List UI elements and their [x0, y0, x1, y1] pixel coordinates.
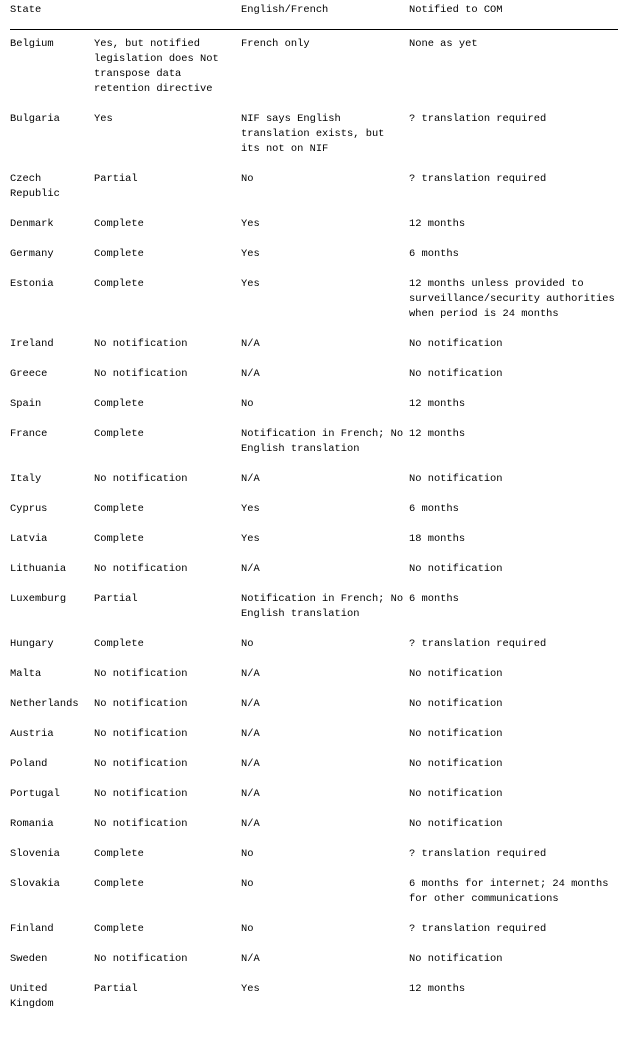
- cell-notified: 6 months: [409, 593, 459, 605]
- cell-notified: ? translation required: [409, 113, 547, 125]
- cell-language: Yes: [241, 533, 260, 545]
- cell-notified: 12 months: [409, 983, 466, 995]
- cell-notified: 12 months unless provided to surveillance/security authorities when period is 24 months: [409, 278, 615, 320]
- cell-status: No notification: [94, 338, 188, 350]
- cell-language: No: [241, 398, 254, 410]
- cell-language: No: [241, 923, 254, 935]
- cell-notified: 12 months: [409, 218, 466, 230]
- cell-status: Partial: [94, 173, 138, 185]
- cell-language: N/A: [241, 758, 260, 770]
- cell-status: Yes, but notified legislation does Not transpose data retention directive: [94, 38, 219, 95]
- cell-state: Ireland: [10, 338, 54, 350]
- cell-notified: No notification: [409, 698, 503, 710]
- cell-state: Luxemburg: [10, 593, 67, 605]
- table-row: [10, 877, 618, 922]
- table-row: [10, 472, 618, 502]
- cell-state: Lithuania: [10, 563, 67, 575]
- cell-status: Complete: [94, 503, 144, 515]
- table-row: [10, 667, 618, 697]
- cell-status: Yes: [94, 113, 113, 125]
- cell-status: No notification: [94, 368, 188, 380]
- cell-state: Finland: [10, 923, 54, 935]
- table-row: [10, 502, 618, 532]
- cell-state: Sweden: [10, 953, 48, 965]
- cell-notified: ? translation required: [409, 848, 547, 860]
- table-row: [10, 637, 618, 667]
- cell-language: Yes: [241, 248, 260, 260]
- cell-status: No notification: [94, 953, 188, 965]
- cell-status: No notification: [94, 563, 188, 575]
- cell-language: N/A: [241, 698, 260, 710]
- transposition-table: [10, 3, 618, 1027]
- cell-language: No: [241, 848, 254, 860]
- table-row: [10, 532, 618, 562]
- cell-language: N/A: [241, 563, 260, 575]
- cell-notified: No notification: [409, 758, 503, 770]
- table-row: [10, 787, 618, 817]
- cell-language: Yes: [241, 278, 260, 290]
- table-row: [10, 982, 618, 1027]
- cell-status: Complete: [94, 638, 144, 650]
- table-row: [10, 397, 618, 427]
- cell-notified: ? translation required: [409, 923, 547, 935]
- header-row: [10, 3, 618, 30]
- cell-status: No notification: [94, 728, 188, 740]
- cell-status: Complete: [94, 533, 144, 545]
- cell-notified: 12 months: [409, 398, 466, 410]
- cell-state: Spain: [10, 398, 42, 410]
- cell-state: Belgium: [10, 38, 54, 50]
- cell-notified: No notification: [409, 818, 503, 830]
- cell-status: Complete: [94, 278, 144, 290]
- cell-notified: ? translation required: [409, 173, 547, 185]
- cell-state: France: [10, 428, 48, 440]
- cell-notified: 6 months: [409, 503, 459, 515]
- cell-state: Greece: [10, 368, 48, 380]
- cell-status: No notification: [94, 698, 188, 710]
- table-row: [10, 727, 618, 757]
- cell-status: Complete: [94, 878, 144, 890]
- cell-state: Cyprus: [10, 503, 48, 515]
- table-row: [10, 30, 618, 113]
- table-row: [10, 247, 618, 277]
- cell-notified: ? translation required: [409, 638, 547, 650]
- cell-notified: No notification: [409, 788, 503, 800]
- cell-language: Yes: [241, 503, 260, 515]
- cell-state: Hungary: [10, 638, 54, 650]
- cell-state: United Kingdom: [10, 983, 54, 1010]
- table-row: [10, 952, 618, 982]
- table-row: [10, 172, 618, 217]
- cell-language: Yes: [241, 218, 260, 230]
- cell-status: No notification: [94, 758, 188, 770]
- header-status: [94, 3, 241, 30]
- cell-status: Complete: [94, 923, 144, 935]
- cell-status: Complete: [94, 248, 144, 260]
- cell-language: N/A: [241, 788, 260, 800]
- header-language: English/French: [241, 3, 409, 30]
- table-row: [10, 217, 618, 247]
- table-row: [10, 697, 618, 727]
- cell-status: No notification: [94, 668, 188, 680]
- cell-state: Slovenia: [10, 848, 60, 860]
- cell-notified: None as yet: [409, 38, 478, 50]
- cell-notified: No notification: [409, 563, 503, 575]
- cell-state: Poland: [10, 758, 48, 770]
- cell-language: NIF says English translation exists, but its not on NIF: [241, 113, 385, 155]
- table-row: [10, 922, 618, 952]
- cell-notified: No notification: [409, 668, 503, 680]
- cell-language: Notification in French; No English translation: [241, 593, 404, 620]
- cell-language: Notification in French; No English translation: [241, 428, 404, 455]
- cell-language: N/A: [241, 473, 260, 485]
- cell-state: Austria: [10, 728, 54, 740]
- table-row: [10, 112, 618, 172]
- table-row: [10, 757, 618, 787]
- cell-state: Portugal: [10, 788, 60, 800]
- cell-notified: No notification: [409, 368, 503, 380]
- cell-status: Complete: [94, 428, 144, 440]
- cell-notified: No notification: [409, 953, 503, 965]
- cell-language: N/A: [241, 338, 260, 350]
- cell-state: Malta: [10, 668, 42, 680]
- header-state: State: [10, 3, 94, 30]
- cell-language: French only: [241, 38, 310, 50]
- cell-notified: 6 months for internet; 24 months for other communications: [409, 878, 609, 905]
- cell-status: Complete: [94, 398, 144, 410]
- cell-status: Partial: [94, 593, 138, 605]
- cell-notified: 12 months: [409, 428, 466, 440]
- table-row: [10, 817, 618, 847]
- cell-state: Germany: [10, 248, 54, 260]
- cell-notified: 18 months: [409, 533, 466, 545]
- cell-language: No: [241, 173, 254, 185]
- cell-state: Romania: [10, 818, 54, 830]
- cell-status: Complete: [94, 218, 144, 230]
- cell-status: No notification: [94, 788, 188, 800]
- cell-state: Denmark: [10, 218, 54, 230]
- cell-status: Partial: [94, 983, 138, 995]
- table-row: [10, 847, 618, 877]
- cell-language: N/A: [241, 953, 260, 965]
- table-row: [10, 277, 618, 337]
- cell-notified: No notification: [409, 728, 503, 740]
- table-row: [10, 367, 618, 397]
- cell-language: No: [241, 878, 254, 890]
- cell-language: N/A: [241, 728, 260, 740]
- table-body: [10, 30, 618, 1028]
- cell-status: Complete: [94, 848, 144, 860]
- cell-state: Slovakia: [10, 878, 60, 890]
- table-row: [10, 562, 618, 592]
- header-notified: Notified to COM: [409, 3, 618, 30]
- cell-language: N/A: [241, 668, 260, 680]
- cell-language: Yes: [241, 983, 260, 995]
- table-row: [10, 337, 618, 367]
- cell-notified: No notification: [409, 473, 503, 485]
- cell-state: Bulgaria: [10, 113, 60, 125]
- cell-language: N/A: [241, 368, 260, 380]
- cell-state: Estonia: [10, 278, 54, 290]
- cell-language: No: [241, 638, 254, 650]
- cell-state: Czech Republic: [10, 173, 60, 200]
- cell-state: Latvia: [10, 533, 48, 545]
- document-page: [10, 3, 618, 1027]
- table-row: [10, 427, 618, 472]
- cell-state: Italy: [10, 473, 42, 485]
- cell-state: Netherlands: [10, 698, 79, 710]
- cell-status: No notification: [94, 818, 188, 830]
- cell-notified: No notification: [409, 338, 503, 350]
- cell-status: No notification: [94, 473, 188, 485]
- cell-notified: 6 months: [409, 248, 459, 260]
- table-row: [10, 592, 618, 637]
- cell-language: N/A: [241, 818, 260, 830]
- table-header: [10, 3, 618, 30]
